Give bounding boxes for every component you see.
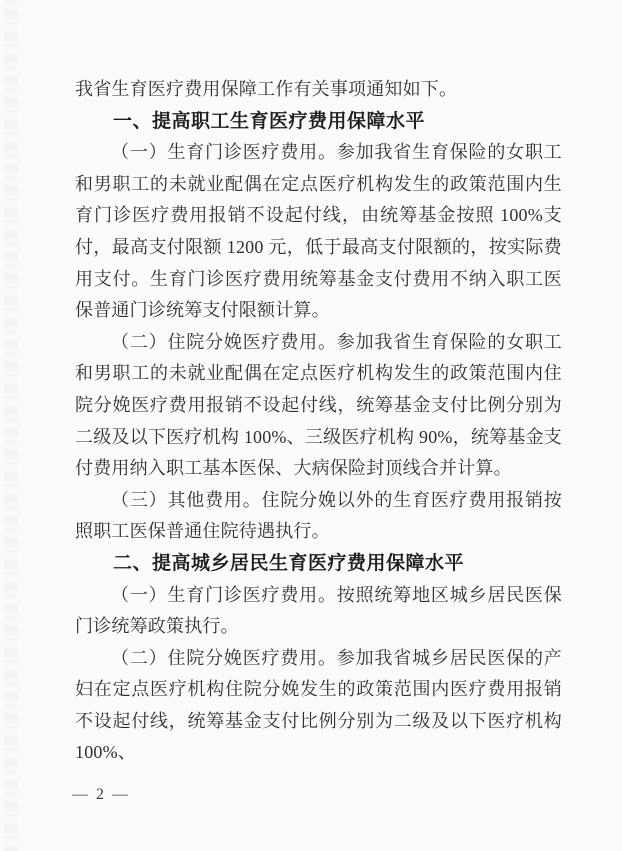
scan-noise-strip	[4, 0, 18, 851]
section-heading-2: 二、提高城乡居民生育医疗费用保障水平	[113, 552, 465, 574]
section-heading-1: 一、提高职工生育医疗费用保障水平	[113, 110, 426, 132]
paragraph-section2-item1: （一）生育门诊医疗费用。按照统筹地区城乡居民医保门诊统筹政策执行。	[75, 584, 562, 637]
document-body	[75, 74, 562, 769]
page-number: — 2 —	[72, 786, 130, 803]
paragraph-section1-item2: （二）住院分娩医疗费用。参加我省生育保险的女职工和男职工的未就业配偶在定点医疗机构发生的政策范围内住院分娩医疗费用报销不设起付线，统筹基金支付比例分别为二级及以下医疗机构 100%、三级医疗机构 90%，统筹基金支付费用纳入职工基本医保、大病保险封顶线合并计算。	[75, 331, 562, 479]
paragraph-intro-continued: 我省生育医疗费用保障工作有关事项通知如下。	[75, 79, 458, 99]
paragraph-section2-item2: （二）住院分娩医疗费用。参加我省城乡居民医保的产妇在定点医疗机构住院分娩发生的政策范围内医疗费用报销不设起付线，统筹基金支付比例分别为二级及以下医疗机构 100%、	[75, 647, 562, 763]
paragraph-section1-item1: （一）生育门诊医疗费用。参加我省生育保险的女职工和男职工的未就业配偶在定点医疗机构发生的政策范围内生育门诊医疗费用报销不设起付线，由统筹基金按照 100%支付，最高支付限额 1200 元，低于最高支付限额的，按实际费用支付。生育门诊医疗费用统筹基金支付费用不纳入职工医保普通门诊统筹支付限额计算。	[75, 142, 562, 321]
paragraph-section1-item3: （三）其他费用。住院分娩以外的生育医疗费用报销按照职工医保普通住院待遇执行。	[75, 489, 562, 542]
